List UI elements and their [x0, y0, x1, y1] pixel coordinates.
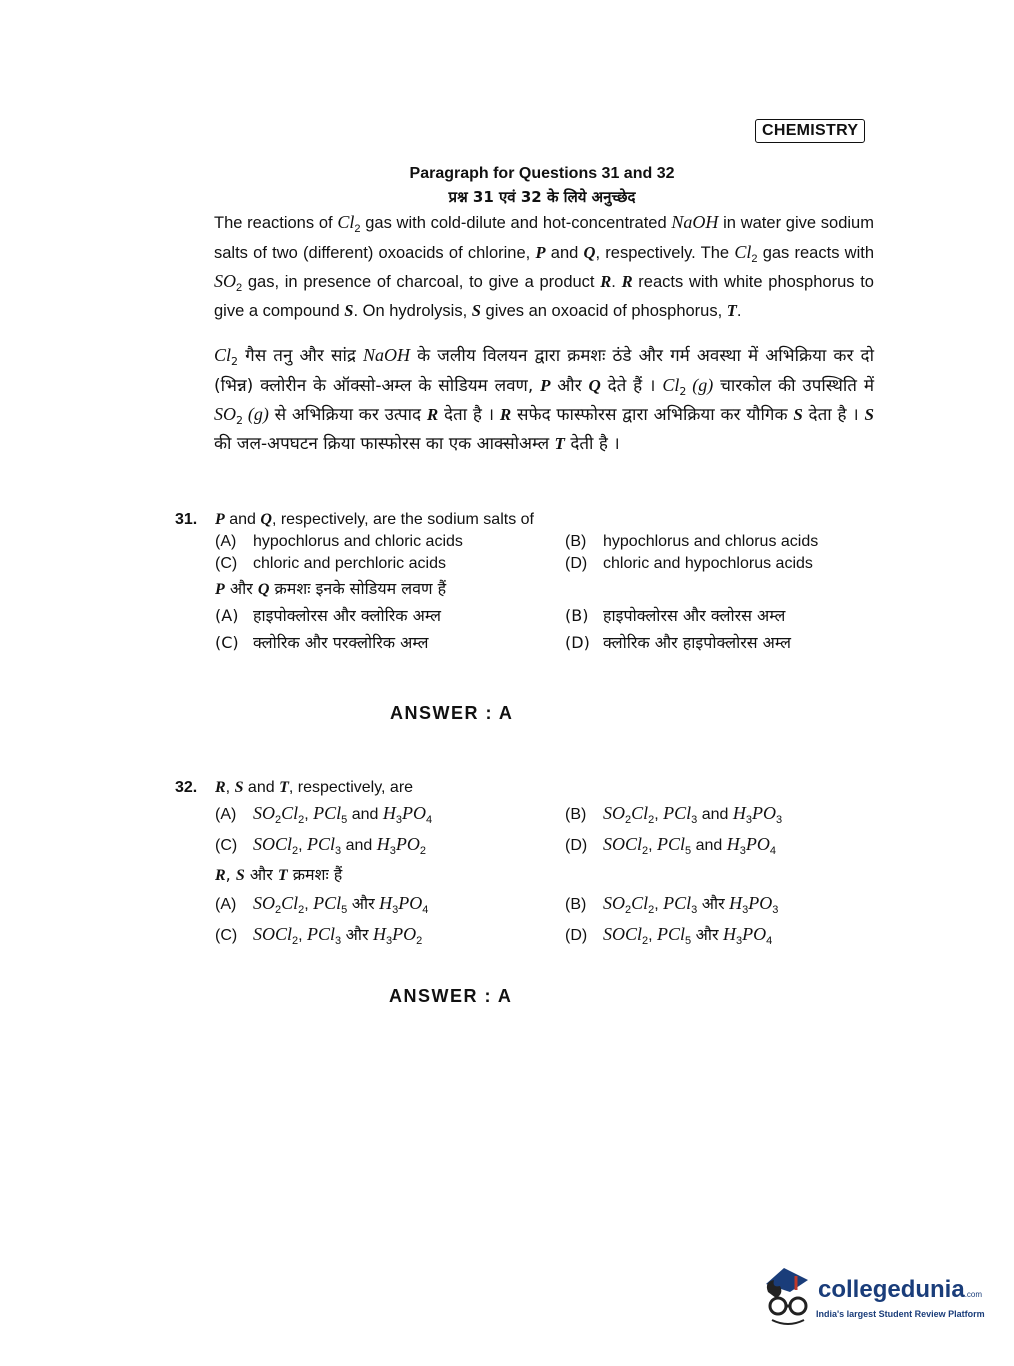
q32-option-c: (C) SOCl$_2$, PCl$_3$ and $H_3PO_2$	[215, 834, 427, 857]
question-31-stem-hi: P और Q क्रमशः इनके सोडियम लवण हैं	[215, 579, 447, 598]
q31-option-c: (C) chloric and perchloric acids	[215, 555, 446, 572]
q31-option-d-hi: (D) क्लोरिक और हाइपोक्लोरस अम्ल	[565, 633, 792, 652]
paragraph-title-en: Paragraph for Questions 31 and 32	[409, 165, 675, 182]
q31-option-d: (D) chloric and hypochlorus acids	[565, 555, 813, 572]
collegedunia-mascot-icon	[760, 1262, 820, 1332]
q32-option-a: (A) $SO_2Cl_2$, PCl$_5$ and $H_3PO_4$	[215, 803, 433, 826]
q31-option-b: (B) hypochlorus and chlorus acids	[565, 533, 819, 550]
q32-option-a-hi: (A) $SO_2Cl_2$, PCl$_5$ और $H_3PO_4$	[215, 893, 429, 916]
question-32-stem-hi: R, S और T क्रमशः हैं	[215, 865, 343, 884]
q31-answer: ANSWER : A	[390, 703, 514, 723]
q31-option-b-hi: (B) हाइपोक्लोरस और क्लोरस अम्ल	[565, 606, 786, 625]
question-32-number: 32.	[175, 779, 198, 796]
brand-name: collegedunia.com	[818, 1276, 983, 1303]
q32-option-d: (D) SOCl$_2$, PCl$_5$ and $H_3PO_4$	[565, 834, 777, 857]
brand-tagline: India's largest Student Review Platform	[816, 1309, 985, 1319]
q31-option-a-hi: (A) हाइपोक्लोरस और क्लोरिक अम्ल	[215, 606, 442, 625]
question-32-stem: R, S and T, respectively, are	[215, 779, 414, 796]
q32-option-c-hi: (C) SOCl$_2$, PCl$_3$ और $H_3PO_2$	[215, 924, 423, 947]
q32-answer: ANSWER : A	[389, 986, 513, 1006]
paragraph-title-hi: प्रश्न 31 एवं 32 के लिये अनुच्छेद	[448, 188, 636, 206]
q31-option-c-hi: (C) क्लोरिक और परक्लोरिक अम्ल	[215, 633, 429, 652]
paragraph-hindi: $Cl_2$ गैस तनु और सांद्र NaOH के जलीय विलयन द्वारा क्रमशः ठंडे और गर्म अवस्था में अभिक्रिया कर दो (भिन्न) क्लोरीन के ऑक्सो-अम्ल के सोडियम लवण, P और Q देते हैं । $Cl_2$ (g) चारकोल की उपस्थिति में $SO_2$ (g) से अभिक्रिया कर उत्पाद R देता है । R सफेद फास्फोरस द्वारा अभिक्रिया कर यौगिक S देता है । S की जल-अपघटन क्रिया फास्फोरस का एक आक्सोअम्ल T देती है ।	[214, 345, 875, 454]
question-31-stem: P and Q, respectively, are the sodium salts of	[215, 511, 534, 528]
q32-option-b-hi: (B) $SO_2Cl_2$, PCl$_3$ और $H_3PO_3$	[565, 893, 779, 916]
subject-label: CHEMISTRY	[755, 119, 865, 143]
q31-option-a: (A) hypochlorus and chloric acids	[215, 533, 463, 550]
q32-option-b: (B) $SO_2Cl_2$, PCl$_3$ and $H_3PO_3$	[565, 803, 783, 826]
question-31-number: 31.	[175, 511, 198, 528]
paragraph-english: The reactions of $Cl_2$ gas with cold-dilute and hot-concentrated NaOH in water give sodium salts of two (different) oxoacids of chlorine, P and Q, respectively. The $Cl_2$ gas reacts with $SO_2$ gas, in presence of charcoal, to give a product R. R reacts with white phosphorus to give a compound S. On hydrolysis, S gives an oxoacid of phosphorus, T.	[214, 212, 875, 320]
q32-option-d-hi: (D) SOCl$_2$, PCl$_5$ और $H_3PO_4$	[565, 924, 773, 947]
